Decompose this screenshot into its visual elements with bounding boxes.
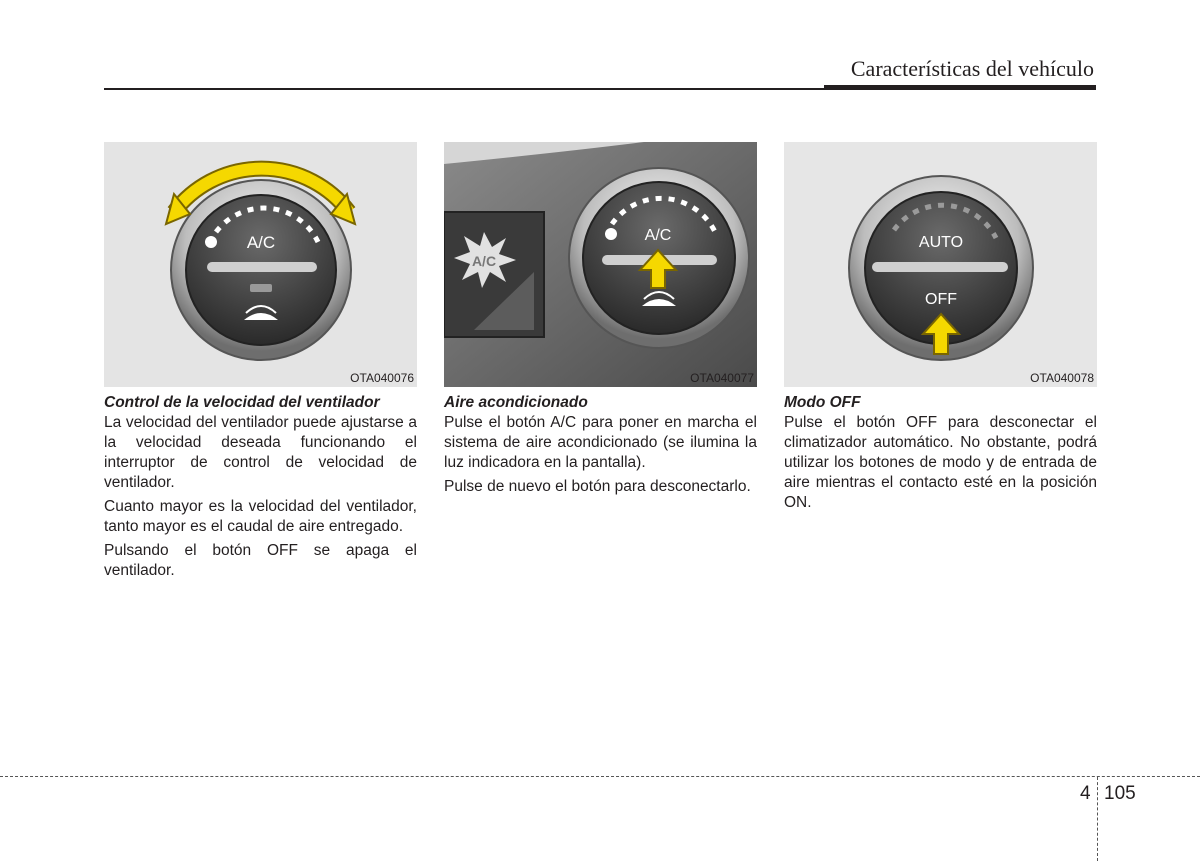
paragraph: Pulse el botón A/C para poner en marcha el sistema de aire acondicionado (se ilumina la luz indicadora en la pantalla). bbox=[444, 414, 757, 471]
section-title: Modo OFF bbox=[784, 394, 861, 411]
fan-icon bbox=[205, 236, 217, 248]
paragraph: Cuanto mayor es la velocidad del ventilador, tanto mayor es el caudal de aire entregado. bbox=[104, 498, 417, 535]
paragraph: La velocidad del ventilador puede ajustarse a la velocidad deseada funcionando el interruptor de control de velocidad de ventilador. bbox=[104, 414, 417, 491]
figure-code: OTA040076 bbox=[350, 371, 414, 385]
figure-air-conditioning bbox=[444, 142, 757, 387]
figure-code: OTA040077 bbox=[690, 371, 754, 385]
section-title: Aire acondicionado bbox=[444, 394, 588, 411]
indicator-slot bbox=[250, 284, 272, 292]
header-rule-accent bbox=[824, 85, 1096, 90]
section-title: Control de la velocidad del ventilador bbox=[104, 394, 380, 411]
paragraph: Pulse de nuevo el botón para desconectarlo. bbox=[444, 478, 751, 495]
column-off-mode bbox=[784, 393, 1097, 517]
figure-off-mode bbox=[784, 142, 1097, 387]
column-air-conditioning bbox=[444, 393, 757, 501]
footer-dashed-rule bbox=[0, 776, 1200, 777]
footer-vertical-rule bbox=[1097, 777, 1098, 861]
paragraph: Pulsando el botón OFF se apaga el ventilador. bbox=[104, 542, 417, 579]
column-fan-speed bbox=[104, 393, 417, 585]
running-header-title: Características del vehículo bbox=[850, 56, 1094, 81]
chapter-number: 4 bbox=[1080, 783, 1091, 804]
figure-fan-speed bbox=[104, 142, 417, 387]
knob-bottom-label: OFF bbox=[925, 291, 957, 308]
paragraph: Pulse el botón OFF para desconectar el climatizador automático. No obstante, podrá utilizar los botones de modo y de entrada de aire mientras el contacto esté en la posición ON. bbox=[784, 414, 1097, 511]
display-indicator: A/C bbox=[471, 253, 497, 269]
fan-icon bbox=[605, 228, 617, 240]
knob-top-label: AUTO bbox=[918, 234, 964, 251]
page-number: 105 bbox=[1104, 783, 1136, 804]
knob-label: A/C bbox=[644, 227, 672, 244]
figure-code: OTA040078 bbox=[1030, 371, 1094, 385]
knob-label: A/C bbox=[246, 233, 276, 252]
